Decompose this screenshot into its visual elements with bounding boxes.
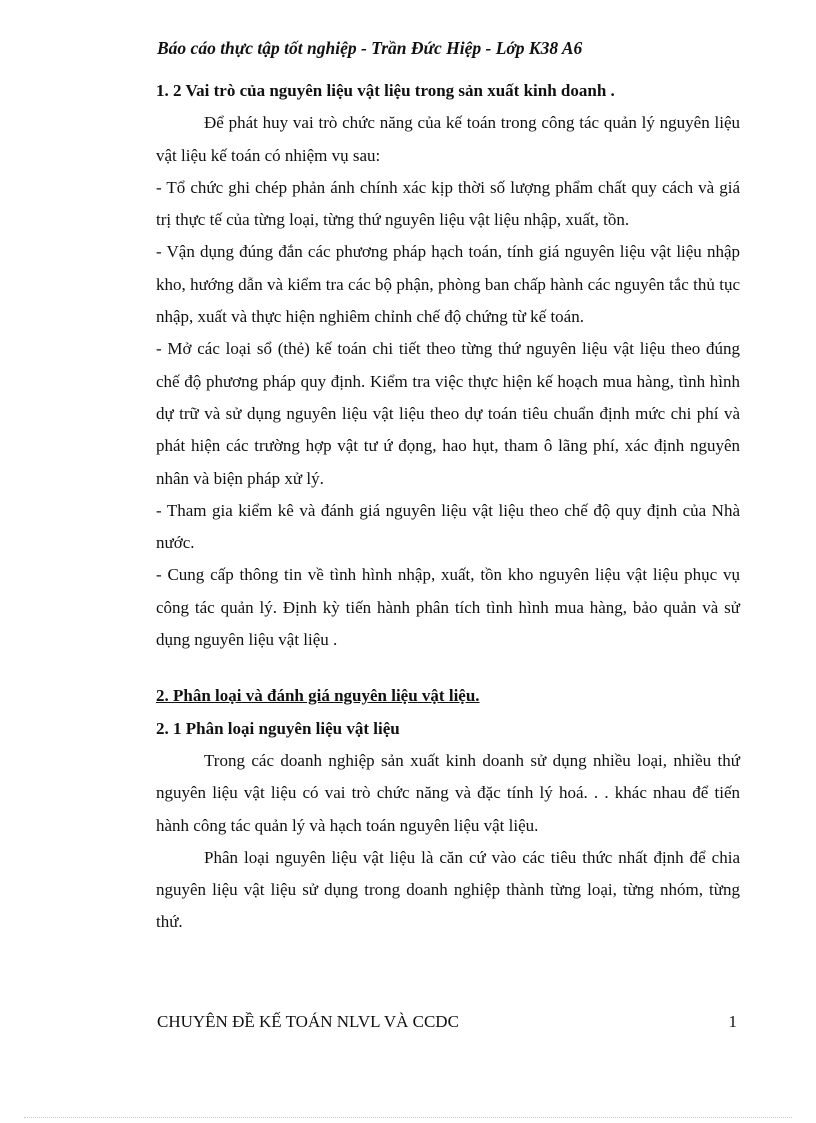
paragraph-2-1-b: Phân loại nguyên liệu vật liệu là căn cứ vào các tiêu thức nhất định để chia nguyên liệu vật liệu sử dụng trong doanh nghiệp thành từng loại, từng nhóm, từng thứ.: [156, 847, 740, 932]
paragraph-2-1-a: Trong các doanh nghiệp sản xuất kinh doanh sử dụng nhiều loại, nhiều thứ nguyên liệu vật liệu có vai trò chức năng và đặc tính lý hoá. . . khác nhau để tiến hành công tác quản lý và hạch toán nguyên liệu vật liệu.: [156, 750, 740, 835]
task-item-2: - Vận dụng đúng đắn các phương pháp hạch toán, tính giá nguyên liệu vật liệu nhập kho, hướng dẫn và kiểm tra các bộ phận, phòng ban chấp hành các nguyên tắc thủ tục nhập, xuất và thực hiện nghiêm chỉnh chế độ chứng từ kế toán.: [156, 242, 740, 327]
page-number: 1: [728, 1012, 737, 1031]
paragraph-intro: Để phát huy vai trò chức năng của kế toán trong công tác quản lý nguyên liệu vật liệu kế toán có nhiệm vụ sau:: [156, 113, 740, 165]
heading-1-2: 1. 2 Vai trò của nguyên liệu vật liệu trong sản xuất kinh doanh .: [156, 81, 615, 100]
footer-title: CHUYÊN ĐỀ KẾ TOÁN NLVL VÀ CCDC: [157, 1012, 459, 1031]
task-item-5: - Cung cấp thông tin về tình hình nhập, xuất, tồn kho nguyên liệu vật liệu phục vụ công tác quản lý. Định kỳ tiến hành phân tích tình hình mua hàng, bảo quản và sử dụng nguyên liệu vật liệu .: [156, 565, 740, 650]
page-header: Báo cáo thực tập tốt nghiệp - Trần Đức Hiệp - Lớp K38 A6: [157, 38, 583, 58]
section-gap: [156, 656, 740, 680]
heading-2: 2. Phân loại và đánh giá nguyên liệu vật liệu.: [156, 686, 480, 706]
heading-2-1: 2. 1 Phân loại nguyên liệu vật liệu: [156, 718, 400, 738]
page-break-divider: [24, 1117, 792, 1118]
task-item-1: - Tổ chức ghi chép phản ánh chính xác kịp thời số lượng phẩm chất quy cách và giá trị thực tế của từng loại, từng thứ nguyên liệu vật liệu nhập, xuất, tồn.: [156, 177, 740, 230]
page-content: [156, 75, 740, 939]
task-item-4: - Tham gia kiểm kê và đánh giá nguyên liệu vật liệu theo chế độ quy định của Nhà nước.: [156, 500, 740, 553]
task-item-3: - Mở các loại sổ (thẻ) kế toán chi tiết theo từng thứ nguyên liệu vật liệu theo đúng chế độ phương pháp quy định. Kiểm tra việc thực hiện kế hoạch mua hàng, tình hình dự trữ và sử dụng nguyên liệu vật liệu theo dự toán tiêu chuẩn định mức chi phí và phát hiện các trường hợp vật tư ứ đọng, hao hụt, tham ô lãng phí, xác định nguyên nhân và biện pháp xử lý.: [156, 339, 740, 488]
